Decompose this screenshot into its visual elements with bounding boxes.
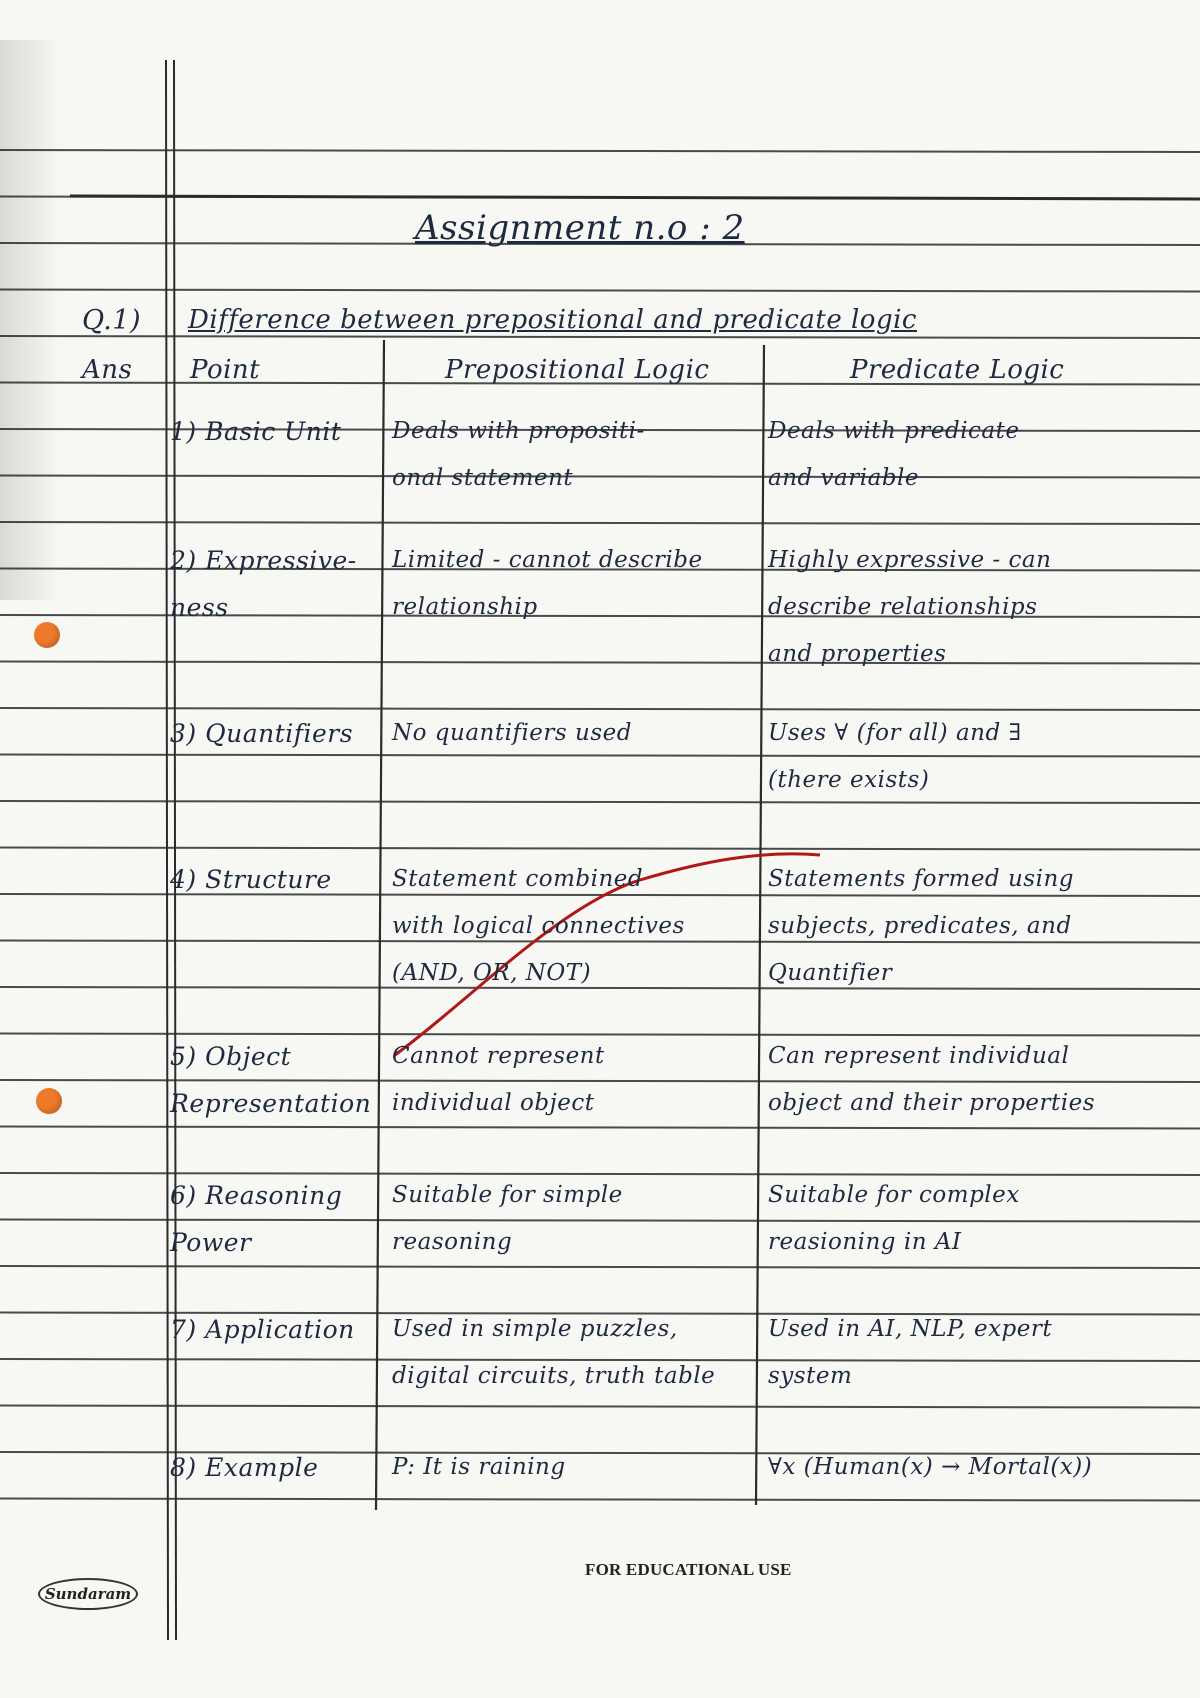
row-6-pred-line: Suitable for complex — [768, 1182, 1020, 1208]
row-2-point-line: ness — [170, 593, 229, 622]
row-5-pred-line: Can represent individual — [768, 1043, 1070, 1069]
row-4-pred-line: Quantifier — [768, 960, 893, 986]
row-1-prop-line: Deals with propositi- — [392, 418, 645, 444]
row-4-prop-line: Statement combined — [392, 866, 644, 892]
row-3-point-line: 3) Quantifiers — [170, 719, 354, 748]
row-8-point-line: 8) Example — [170, 1453, 319, 1482]
row-2-prop-line: relationship — [392, 594, 538, 620]
question-text: Difference between prepositional and predicate logic — [188, 305, 917, 335]
row-1-prop-line: onal statement — [392, 465, 574, 491]
row-2-pred-line: Highly expressive - can — [768, 547, 1052, 573]
row-7-prop-line: Used in simple puzzles, — [392, 1316, 678, 1342]
row-4-pred-line: Statements formed using — [768, 866, 1074, 892]
row-5-point-line: 5) Object — [170, 1042, 292, 1071]
row-4-prop-line: (AND, OR, NOT) — [392, 960, 592, 986]
row-3-prop-line: No quantifiers used — [392, 720, 632, 746]
row-5-point-line: Representation — [170, 1089, 372, 1118]
footer-text: FOR EDUCATIONAL USE — [585, 1560, 792, 1579]
header-point: Point — [190, 355, 261, 385]
row-5-pred-line: object and their properties — [768, 1090, 1096, 1116]
row-1-point-line: 1) Basic Unit — [170, 417, 342, 446]
answer-label: Ans — [82, 355, 133, 385]
page-title: Assignment n.o : 2 — [415, 208, 745, 248]
brand-logo: Sundaram — [38, 1578, 138, 1610]
question-number: Q.1) — [82, 305, 142, 336]
row-5-prop-line: Cannot represent — [392, 1043, 605, 1069]
row-6-point-line: 6) Reasoning — [170, 1181, 343, 1210]
row-4-point-line: 4) Structure — [170, 865, 332, 894]
row-7-pred-line: Used in AI, NLP, expert — [768, 1316, 1053, 1342]
row-6-prop-line: reasoning — [392, 1229, 513, 1255]
row-2-point-line: 2) Expressive- — [170, 546, 357, 575]
row-1-pred-line: Deals with predicate — [768, 418, 1020, 444]
row-4-prop-line: with logical connectives — [392, 913, 685, 939]
row-7-prop-line: digital circuits, truth table — [392, 1363, 716, 1389]
row-7-pred-line: system — [768, 1363, 853, 1389]
row-3-pred-line: (there exists) — [768, 767, 930, 793]
row-2-pred-line: describe relationships — [768, 594, 1038, 620]
row-4-pred-line: subjects, predicates, and — [768, 913, 1072, 939]
row-1-pred-line: and variable — [768, 465, 920, 491]
row-6-prop-line: Suitable for simple — [392, 1182, 623, 1208]
header-prepositional-logic: Prepositional Logic — [445, 355, 710, 385]
row-6-point-line: Power — [170, 1228, 252, 1257]
punch-hole-icon — [34, 622, 60, 648]
row-8-pred-line: ∀x (Human(x) → Mortal(x)) — [768, 1454, 1093, 1480]
header-predicate-logic: Predicate Logic — [850, 355, 1065, 385]
row-6-pred-line: reasioning in AI — [768, 1229, 962, 1255]
row-3-pred-line: Uses ∀ (for all) and ∃ — [768, 720, 1022, 746]
row-7-point-line: 7) Application — [170, 1315, 355, 1344]
row-2-prop-line: Limited - cannot describe — [392, 547, 703, 573]
row-2-pred-line: and properties — [768, 641, 947, 667]
row-8-prop-line: P: It is raining — [392, 1454, 566, 1480]
row-5-prop-line: individual object — [392, 1090, 595, 1116]
punch-hole-icon — [36, 1088, 62, 1114]
